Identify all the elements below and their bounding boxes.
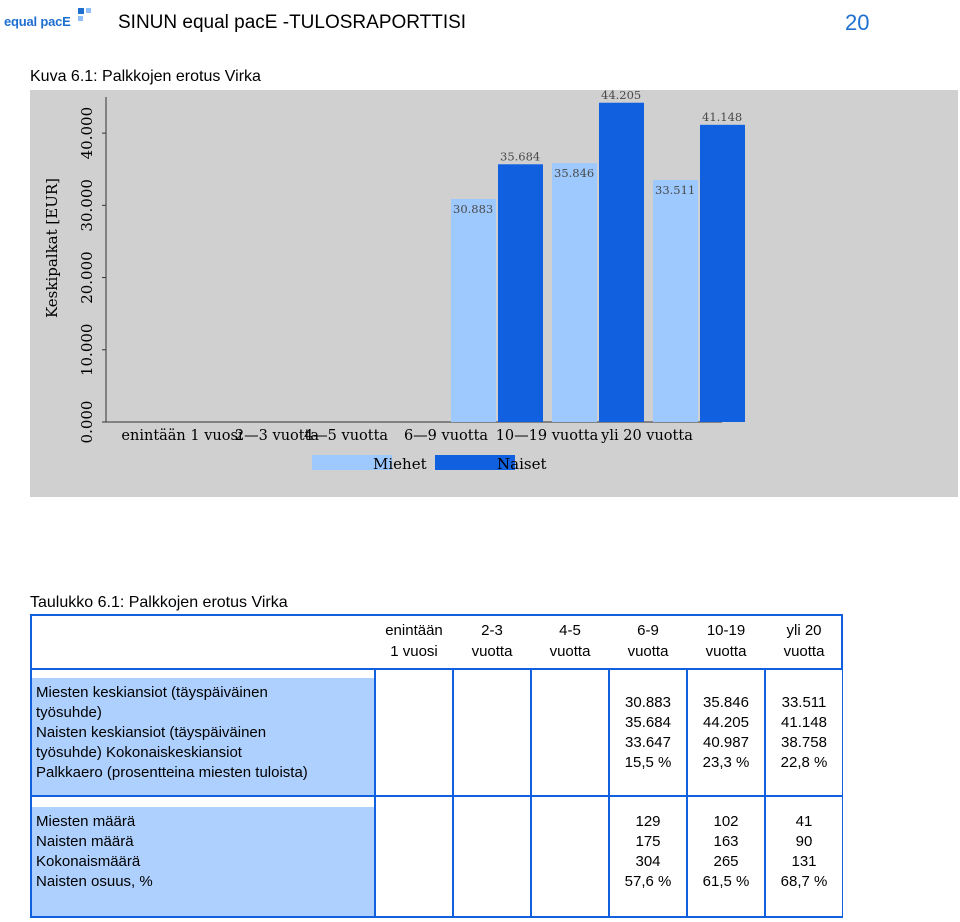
bar-value-label: 35.684 (500, 149, 541, 164)
section1-value: 35.846 (703, 694, 749, 711)
section1-value: 30.883 (625, 694, 671, 711)
column-header (532, 620, 608, 664)
label-miesten-keskiansiot: Miesten keskiansiot (täyspäiväinen (36, 684, 268, 701)
bar-miehet (451, 199, 496, 422)
label-miesten-maara: Miesten määrä (36, 813, 136, 830)
y-tick-label: 10.000 (78, 323, 96, 377)
column-header-line: vuotta (783, 643, 825, 660)
section1-value: 41.148 (781, 714, 827, 731)
table-caption: Taulukko 6.1: Palkkojen erotus Virka (30, 594, 288, 611)
logo-text: equal pacE (4, 14, 71, 29)
figure-caption: Kuva 6.1: Palkkojen erotus Virka (30, 68, 261, 85)
column-header (454, 620, 530, 664)
label-naisten-osuus: Naisten osuus, % (36, 873, 153, 890)
section2-value: 68,7 % (780, 873, 828, 890)
section1-value: 44.205 (703, 714, 749, 731)
section1-value-cell (610, 670, 686, 795)
section2-value-cell (688, 797, 764, 916)
section2-value: 129 (635, 813, 661, 830)
legend-label-naiset: Naiset (497, 455, 547, 473)
label-naisten-keskiansiot: Naisten keskiansiot (täyspäiväinen (36, 724, 267, 741)
column-header-line: enintään (385, 622, 443, 639)
bar-naiset (599, 103, 644, 422)
x-category-label: 4—5 vuotta (303, 428, 389, 444)
section1-value: 33.511 (781, 694, 827, 711)
column-header-line: vuotta (471, 643, 513, 660)
section1-labels (32, 678, 374, 795)
bar-miehet (552, 163, 597, 422)
bar-miehet (653, 180, 698, 422)
bar-value-label: 33.511 (655, 182, 696, 197)
equal-pace-logo (4, 8, 94, 36)
column-header-line: vuotta (549, 643, 591, 660)
section1-value-cell (454, 670, 530, 795)
page-number: 20 (845, 10, 870, 35)
y-tick-label: 20.000 (78, 251, 96, 304)
section1-value-cell (688, 670, 764, 795)
bar-naiset (700, 125, 745, 422)
x-category-label: yli 20 vuotta (601, 428, 693, 444)
section2-value-cell (610, 797, 686, 916)
bar-value-label: 30.883 (453, 201, 494, 216)
label-palkkaero: Palkkaero (prosentteina miesten tuloista) (36, 764, 308, 781)
section1-value: 40.987 (703, 734, 749, 751)
y-tick-label: 40.000 (78, 106, 96, 160)
section2-labels (32, 807, 374, 916)
legend-label-miehet: Miehet (373, 455, 427, 473)
column-header (688, 620, 764, 664)
label-kokonaismaara: Kokonaismäärä (36, 853, 141, 870)
section1-value: 22,8 % (780, 754, 828, 771)
section1-value: 38.758 (781, 734, 827, 751)
section2-value-cell (532, 797, 608, 916)
section1-value-cell (766, 670, 842, 795)
label-kokonaiskeskiansiot: työsuhde) Kokonaiskeskiansiot (36, 744, 242, 761)
section2-value: 265 (713, 853, 739, 870)
section-gap (32, 797, 374, 807)
section2-value: 41 (795, 813, 813, 830)
bar-chart (30, 90, 958, 497)
x-category-label: enintään 1 vuosi (121, 428, 243, 444)
x-category-label: 2—3 vuotta (234, 428, 320, 444)
label-naisten-maara: Naisten määrä (36, 833, 134, 850)
column-header-line: vuotta (627, 643, 669, 660)
section2-value: 102 (713, 813, 739, 830)
report-title: SINUN equal pacE -TULOSRAPORTTISI (118, 12, 467, 33)
section1-value: 15,5 % (624, 754, 672, 771)
section1-value: 35.684 (625, 714, 671, 731)
y-axis-title: Keskipalkat [EUR] (43, 177, 61, 319)
x-category-label: 6—9 vuotta (403, 428, 489, 444)
column-header (376, 620, 452, 664)
section1-value-cell (532, 670, 608, 795)
section2-value-cell (454, 797, 530, 916)
section2-value: 61,5 % (702, 873, 750, 890)
column-header-line: 1 vuosi (390, 643, 438, 660)
bar-value-label: 44.205 (601, 90, 642, 102)
section2-value: 57,6 % (624, 873, 672, 890)
label-tyosuhde: työsuhde) (36, 704, 102, 721)
column-header-line: vuotta (705, 643, 747, 660)
section1-top-gap (32, 670, 374, 678)
column-header-line: 2-3 (481, 622, 503, 639)
column-header-line: 6-9 (637, 622, 659, 639)
column-header (766, 620, 842, 664)
y-tick-label: 0.000 (78, 400, 96, 444)
section2-value: 175 (635, 833, 661, 850)
bar-value-label: 35.846 (554, 166, 595, 181)
logo-mark-icon (78, 8, 92, 22)
section2-value: 304 (635, 853, 661, 870)
bar-naiset (498, 164, 543, 422)
section2-value: 90 (795, 833, 813, 850)
column-header (610, 620, 686, 664)
section2-value: 163 (713, 833, 739, 850)
section1-value-cell (376, 670, 452, 795)
salary-table (30, 614, 843, 918)
y-tick-label: 30.000 (78, 179, 96, 232)
section1-value: 33.647 (625, 734, 671, 751)
section2-value-cell (376, 797, 452, 916)
section2-value-cell (766, 797, 842, 916)
bar-value-label: 41.148 (702, 109, 743, 124)
chart-panel (30, 90, 958, 497)
x-category-label: 10—19 vuotta (495, 428, 599, 444)
column-header-line: 10-19 (706, 622, 746, 639)
section2-value: 131 (791, 853, 817, 870)
section1-value: 23,3 % (702, 754, 750, 771)
column-header-line: 4-5 (559, 622, 581, 639)
column-header-line: yli 20 (786, 622, 822, 639)
